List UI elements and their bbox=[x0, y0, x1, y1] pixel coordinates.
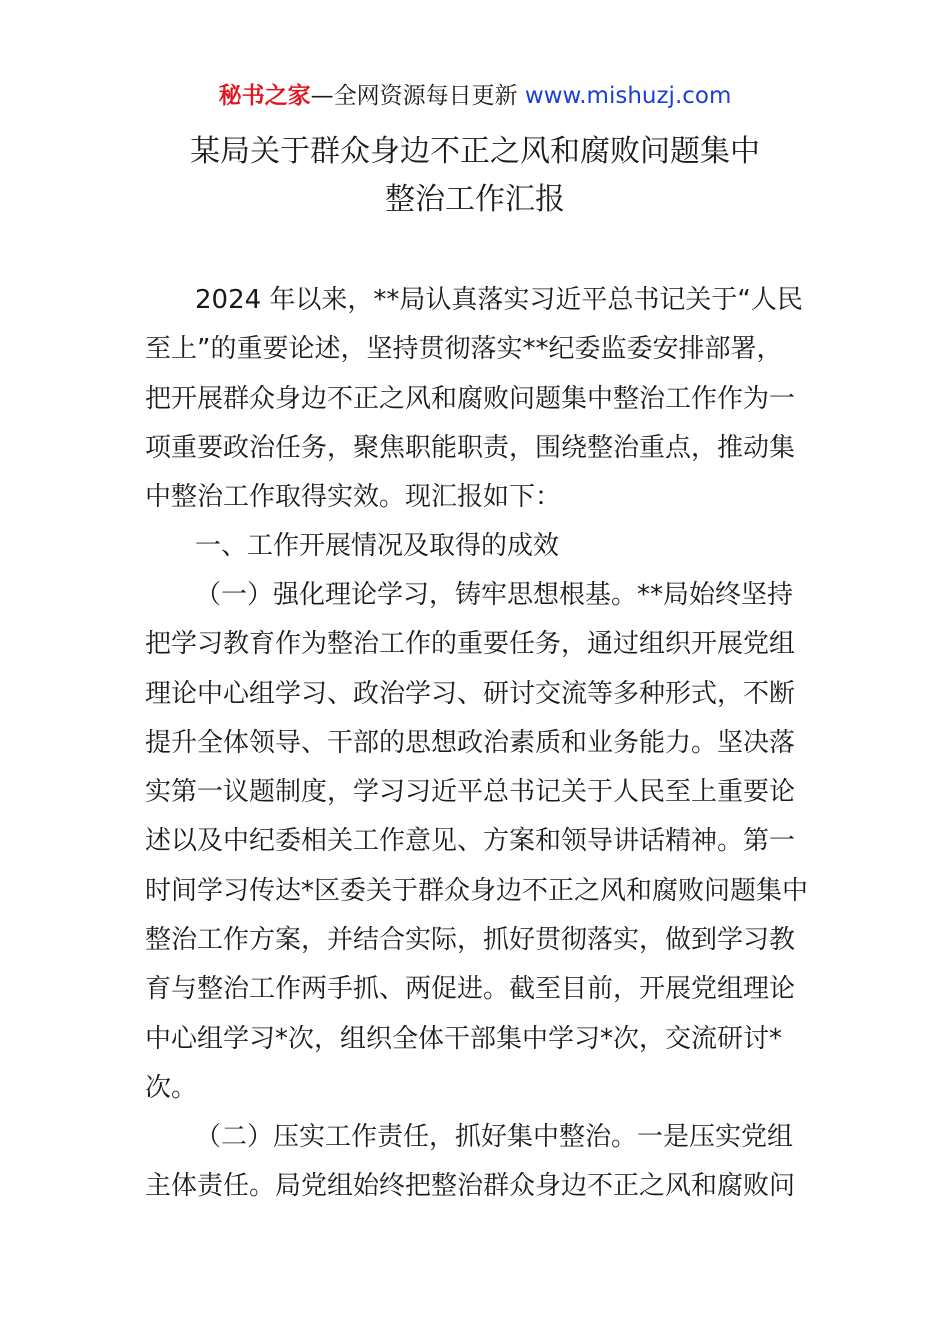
paragraph-line: 中整治工作取得实效。现汇报如下： bbox=[145, 482, 562, 513]
paragraph-line: 次。 bbox=[145, 1072, 198, 1103]
header-tagline: —全网资源每日更新 bbox=[310, 83, 525, 109]
paragraph-line: （一）强化理论学习，铸牢思想根基。**局始终坚持 bbox=[195, 580, 794, 610]
title-line-2: 整治工作汇报 bbox=[385, 182, 565, 217]
site-link[interactable]: www.mishuzj.com bbox=[524, 83, 732, 109]
paragraph-line: 实第一议题制度，学习习近平总书记关于人民至上重要论 bbox=[145, 777, 796, 808]
title-line-1: 某局关于群众身边不正之风和腐败问题集中 bbox=[190, 134, 760, 169]
paragraph-line: 提升全体领导、干部的思想政治素质和业务能力。坚决落 bbox=[145, 727, 796, 758]
paragraph-line: 时间学习传达*区委关于群众身边不正之风和腐败问题集中 bbox=[145, 875, 809, 906]
section-1-paragraph bbox=[145, 571, 810, 1113]
paragraph-line: 2024 年以来，**局认真落实习近平总书记关于“人民 bbox=[195, 285, 803, 315]
paragraph-line: 至上”的重要论述，坚持贯彻落实**纪委监委安排部署， bbox=[145, 334, 783, 365]
paragraph-line: 整治工作方案，并结合实际，抓好贯彻落实，做到学习教 bbox=[145, 925, 796, 956]
paragraph-line: 把学习教育作为整治工作的重要任务，通过组织开展党组 bbox=[145, 629, 796, 660]
paragraph-line: 述以及中纪委相关工作意见、方案和领导讲话精神。第一 bbox=[145, 826, 796, 857]
paragraph-line: 主体责任。局党组始终把整治群众身边不正之风和腐败问 bbox=[145, 1171, 796, 1202]
document-title bbox=[0, 128, 950, 224]
heading-text: 一、工作开展情况及取得的成效 bbox=[195, 531, 560, 561]
section-heading bbox=[145, 522, 810, 571]
section-2-paragraph bbox=[145, 1113, 810, 1212]
paragraph-line: 理论中心组学习、政治学习、研讨交流等多种形式，不断 bbox=[145, 678, 796, 709]
paragraph-line: （二）压实工作责任，抓好集中整治。一是压实党组 bbox=[195, 1122, 794, 1152]
paragraph-line: 项重要政治任务，聚焦职能职责，围绕整治重点，推动集 bbox=[145, 432, 796, 463]
brand-name: 秘书之家 bbox=[218, 83, 311, 109]
site-header bbox=[0, 80, 950, 112]
paragraph-line: 育与整治工作两手抓、两促进。截至目前，开展党组理论 bbox=[145, 974, 796, 1005]
intro-paragraph bbox=[145, 276, 810, 522]
paragraph-line: 把开展群众身边不正之风和腐败问题集中整治工作作为一 bbox=[145, 383, 796, 414]
paragraph-line: 中心组学习*次，组织全体干部集中学习*次，交流研讨* bbox=[145, 1023, 783, 1054]
